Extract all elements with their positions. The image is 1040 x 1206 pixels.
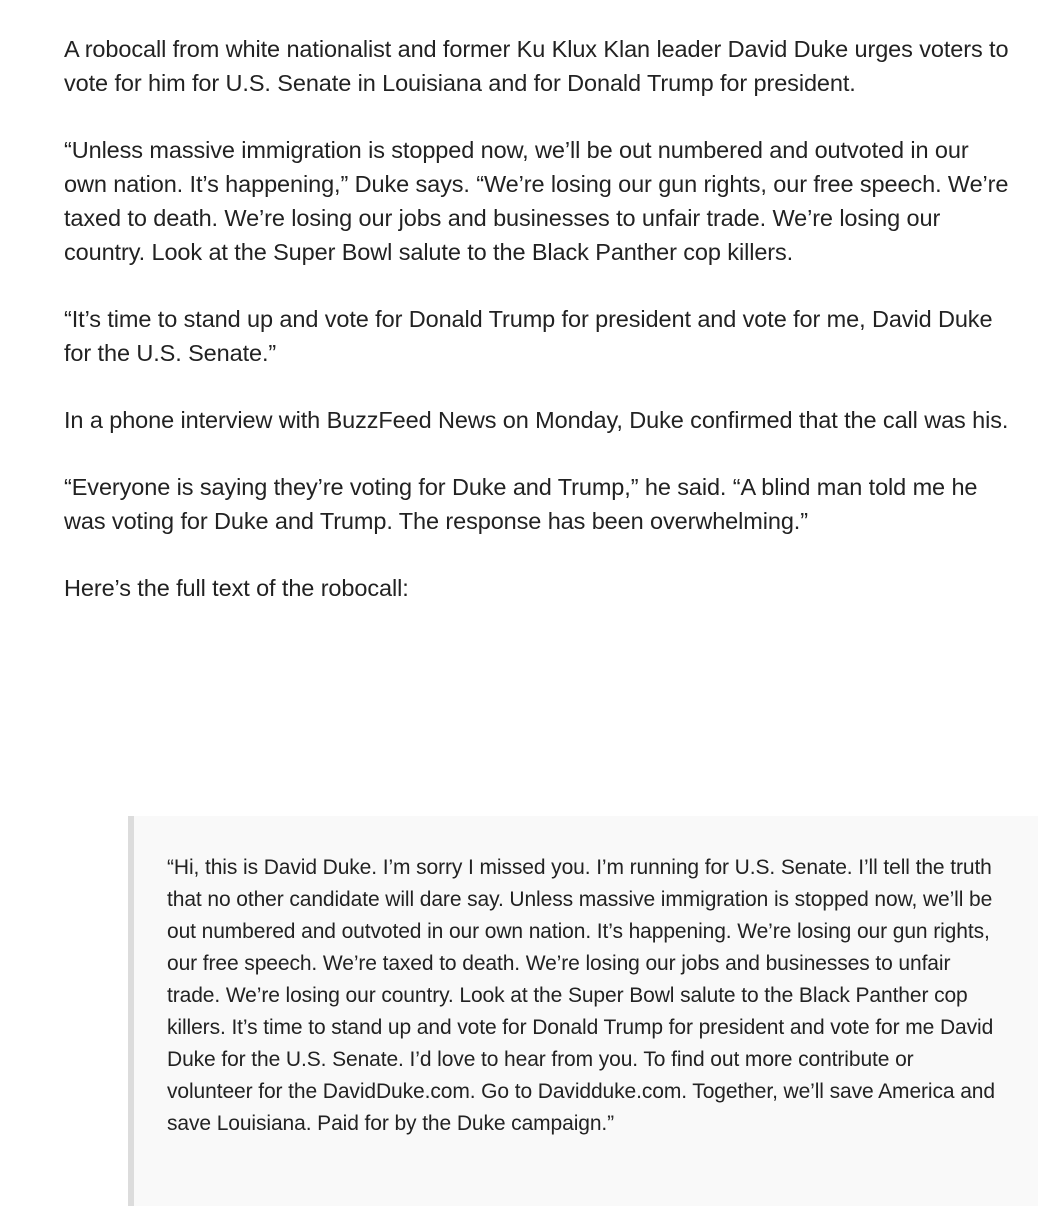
paragraph-response-quote: “Everyone is saying they’re voting for Duke and Trump,” he said. “A blind man told me he was voting for Duke and Trump. The response has been overwhelming.”: [64, 474, 978, 534]
paragraph-full-text-intro: Here’s the full text of the robocall:: [64, 575, 409, 601]
paragraph-intro: A robocall from white nationalist and former Ku Klux Klan leader David Duke urges voters to vote for him for U.S. Senate in Louisiana and for Donald Trump for president.: [64, 36, 1009, 96]
robocall-transcript: “Hi, this is David Duke. I’m sorry I missed you. I’m running for U.S. Senate. I’ll tell the truth that no other candidate will dare say. Unless massive immigration is stopped now, we’ll be out numbered and outvoted in our own nation. It’s happening. We’re losing our gun rights, our free speech. We’re taxed to death. We’re losing our jobs and businesses to unfair trade. We’re losing our country. Look at the Super Bowl salute to the Black Panther cop killers. It’s time to stand up and vote for Donald Trump for president and vote for me David Duke for the U.S. Senate. I’d love to hear from you. To find out more contribute or volunteer for the DavidDuke.com. Go to Davidduke.com. Together, we’ll save America and save Louisiana. Paid for by the Duke campaign.”: [167, 856, 995, 1135]
paragraph-interview: In a phone interview with BuzzFeed News on Monday, Duke confirmed that the call was his.: [64, 407, 1009, 433]
paragraph-vote-quote: “It’s time to stand up and vote for Donald Trump for president and vote for me, David Duke for the U.S. Senate.”: [64, 306, 993, 366]
paragraph-duke-quote: “Unless massive immigration is stopped now, we’ll be out numbered and outvoted in our own nation. It’s happening,” Duke says. “We’re losing our gun rights, our free speech. We’re taxed to death. We’re losing our jobs and businesses to unfair trade. We’re losing our country. Look at the Super Bowl salute to the Black Panther cop killers.: [64, 137, 1009, 265]
robocall-blockquote: [128, 816, 1038, 1206]
